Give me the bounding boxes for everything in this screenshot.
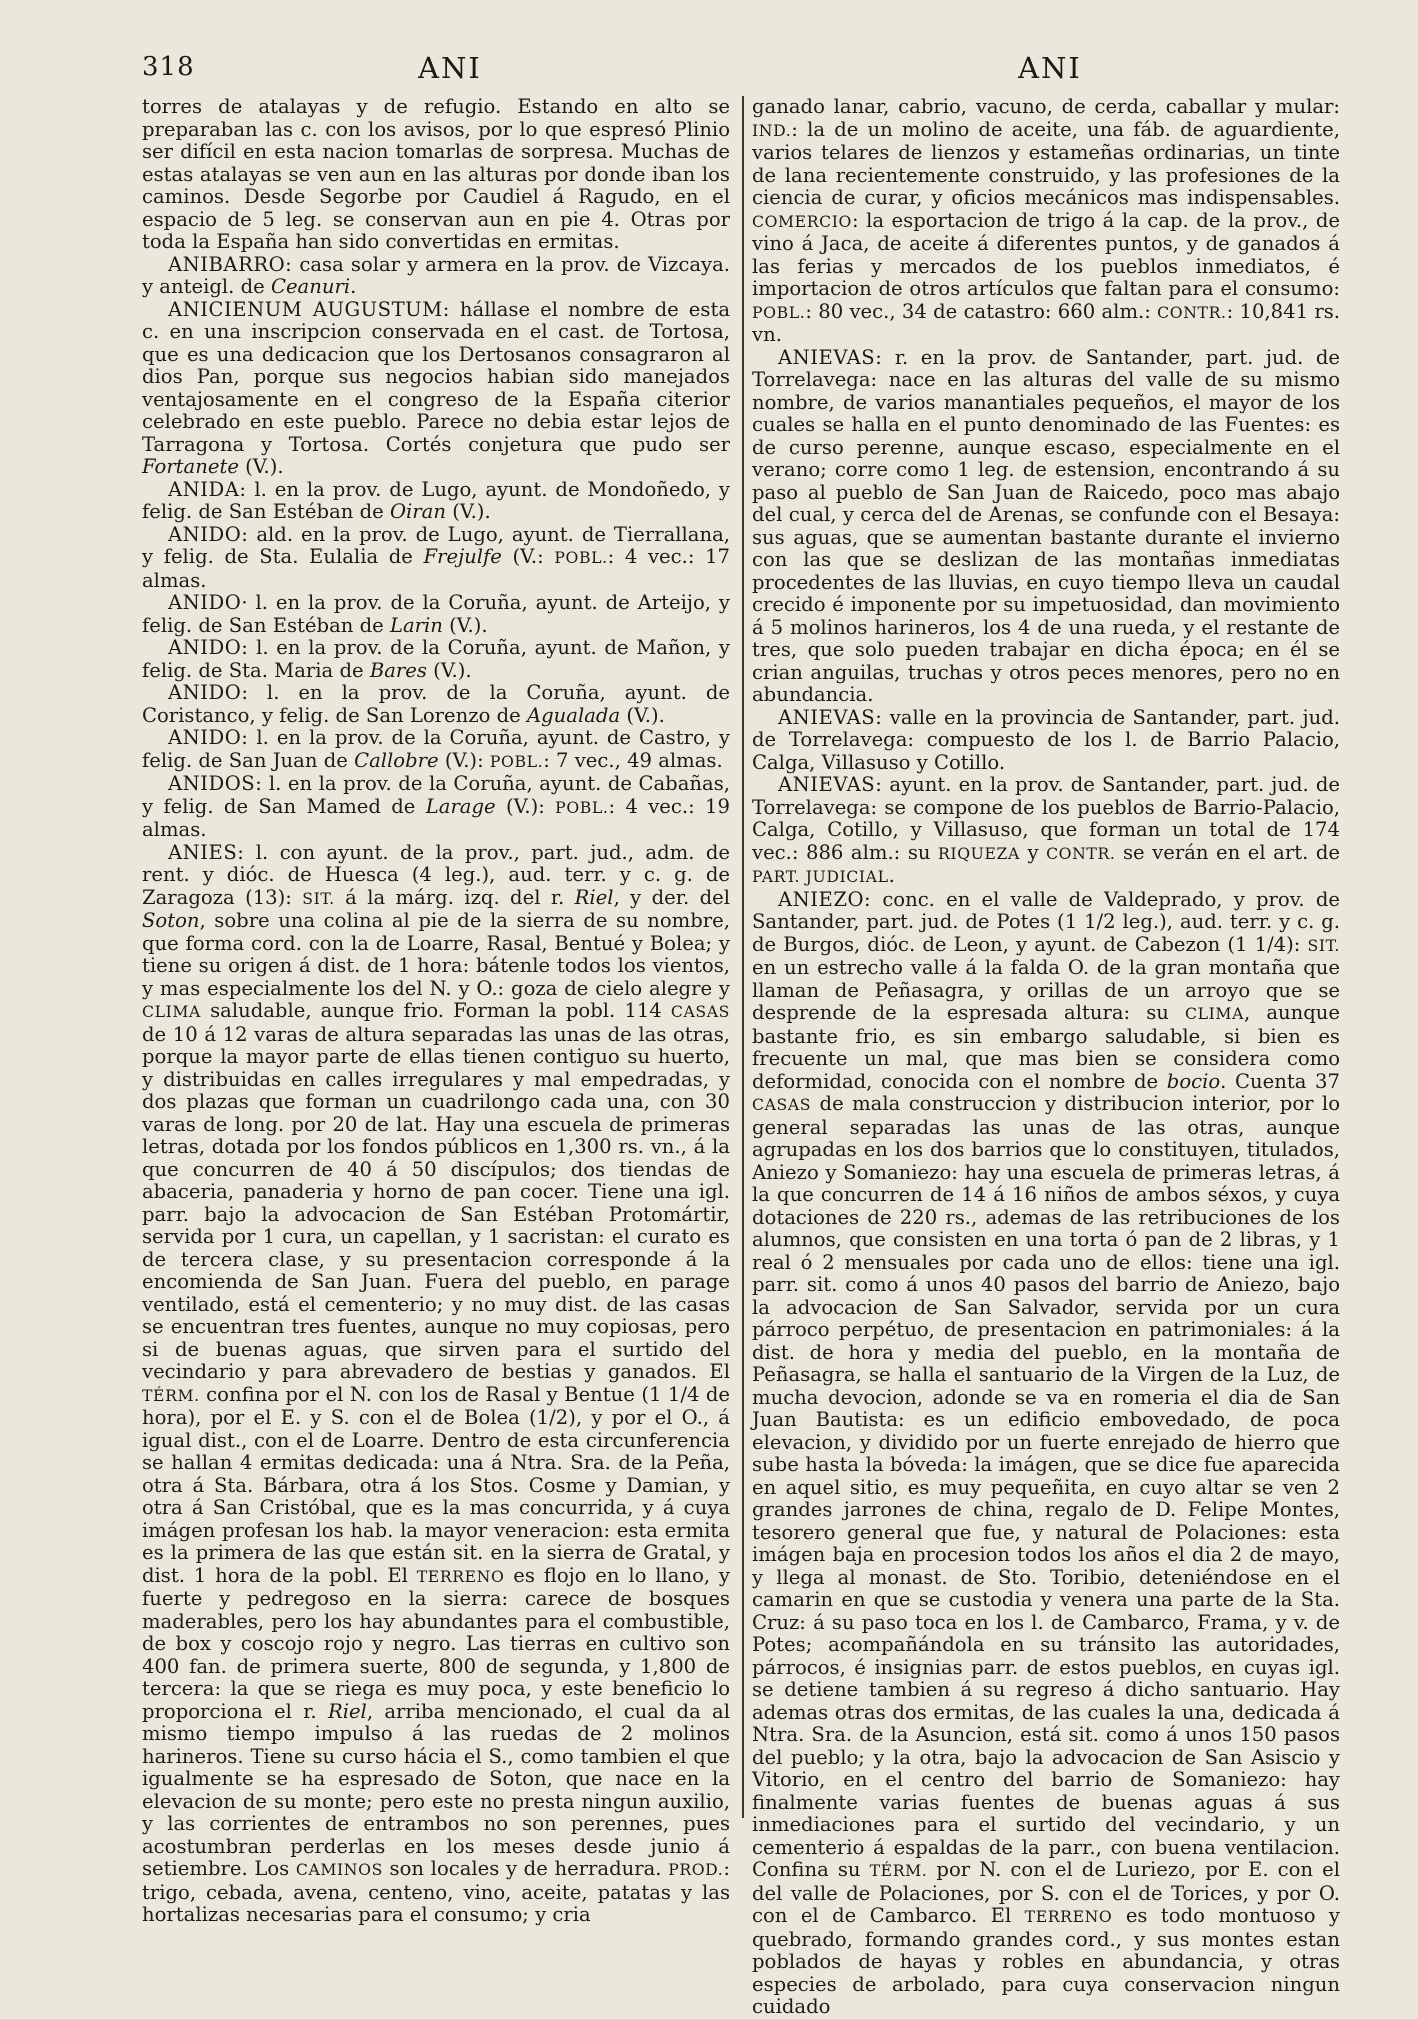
- entry-text: l. en la prov. de Lugo, ayunt. de Mondoñedo, y felig. de San Estéban de: [142, 477, 730, 523]
- abbreviation: CASAS: [670, 1002, 730, 1021]
- abbreviation: POBL.: [554, 548, 608, 567]
- entry-text: l. en la prov. de la Coruña, ayunt. de Mañon, y felig. de Sta. Maria de: [142, 636, 730, 682]
- entry-headword: ANIDO: [168, 591, 242, 614]
- entry-paragraph: [142, 524, 730, 593]
- abbreviation: CLIMA: [1185, 1004, 1244, 1023]
- entry-text: (V.).: [426, 658, 472, 682]
- column-rule: [742, 96, 744, 1818]
- running-head-right: ANI: [1018, 51, 1082, 85]
- entry-paragraph: [142, 637, 730, 682]
- entry-text: por N. con el de Luriezo, por E. con el del valle de Polaciones, por S. con el de Torices, y por O. con el de Cambarco. El: [752, 1858, 1340, 1927]
- column-right: [752, 95, 1341, 2018]
- entry-text: r. en la prov. de Santander, part. jud. de Torrelavega: nace en las alturas del valle de su mismo nombre, de varios manantiales pequeños, el mayor de los cuales se halla en el punto denominado de las Fuentes: es de curso perenne, aunque escaso, especialmente en el verano; corre como 1 leg. de estension, encontrando á su paso al pueblo de San Juan de Raicedo, poco mas abajo del cual, y cerca del de Arenas, se confunde con el Besaya: sus aguas, que se aumentan bastante durante el invierno con las que se deslizan de las montañas inmediatas procedentes de las lluvias, en cuyo tiempo lleva un caudal crecido é imponente por su impetuosidad, dan movimiento á 5 molinos harineros, los 4 de una rueda, y el restante de tres, que solo pueden trabajar en dicha época; en él se crian anguilas, truchas y otros peces menores, pero no en abundancia.: [752, 345, 1340, 706]
- abbreviation: TÉRM.: [142, 1385, 200, 1405]
- entry-paragraph: [752, 889, 1340, 2019]
- cross-reference: Soton: [142, 909, 200, 932]
- entry-paragraph: [142, 842, 730, 1927]
- entry-text: confina por el N. con los de Rasal y Bentue (1 1/4 de hora), por el E. y S. con el de Bolea (1/2), y por el O., á igual dist., con el de Loarre. Dentro de esta circunferencia se hallan 4 ermitas dedicada: una á Ntra. Sra. de la Peña, otra á Sta. Bárbara, otra á los Stos. Cosme y Damian, y otra á San Cristóbal, que es la mas concurrida, y á cuya imágen profesan los hab. la mayor veneracion: esta ermita es la primera de las que están sit. en la sierra de Gratal, y dist. 1 hora de la pobl. El: [142, 1382, 730, 1587]
- cross-reference: bocio: [1166, 1069, 1221, 1093]
- entry-headword: ANICIENUM AUGUSTUM:: [168, 297, 450, 321]
- entry-paragraph: [142, 682, 730, 727]
- entry-headword: ANIES:: [168, 840, 245, 864]
- column-left: [142, 96, 730, 1946]
- entry-paragraph: [142, 479, 730, 524]
- entry-headword: ANIEVAS:: [778, 773, 883, 796]
- entry-text: es flojo en lo llano, y fuerte y pedregoso en la sierra: carece de bosques maderables, pero los hay abundantes para el combustible, de box y coscojo rojo y negro. Las tierras en cultivo son 400 fan. de primera suerte, 800 de segunda, y 1,800 de tercera: la que se riega es muy poca, y este beneficio lo proporciona el r.: [142, 1563, 730, 1723]
- entry-paragraph: [752, 347, 1340, 707]
- cross-reference: Oiran: [389, 500, 446, 523]
- entry-text: : la de un molino de aceite, una fáb. de aguardiente, varios telares de lienzos y estameñas ordinarias, un tinte de lana recientemente construido, y las profesiones de la ciencia de curar, y oficios mecánicos mas indispensables.: [752, 117, 1340, 209]
- entry-text: : 4 vec.: 17 almas.: [142, 545, 731, 592]
- abbreviation: COMERCIO: [752, 211, 852, 231]
- entry-text: á la márg. izq. del r.: [334, 885, 575, 909]
- entry-text: son locales y de herradura.: [382, 1857, 669, 1880]
- entry-text: , aunque bastante frio, es sin embargo saludable, si bien es frecuente un mal, que mas bien se considera como deformidad, conocida con el nombre de: [752, 1001, 1341, 1093]
- abbreviation: CASAS: [752, 1095, 812, 1114]
- abbreviation: PART. JUDICIAL: [752, 867, 889, 886]
- entry-text: ayunt. en la prov. de Santander, part. jud. de Torrelavega: se compone de los pueblos de Barrio-Palacio, Calga, Cotillo, y Villasuso, que forman un total de 174 vec.: 886 alm.: su: [752, 773, 1340, 864]
- entry-text: en un estrecho valle á la falda O. de la gran montaña que llaman de Peñasagra, y orillas de un arroyo que se desprende de la espresada altura: su: [752, 956, 1340, 1024]
- abbreviation: CAMINOS: [295, 1860, 383, 1879]
- entry-text: (V.).: [445, 500, 491, 523]
- entry-text: hállase el nombre de esta c. en una inscripcion conservada en el cast. de Tortosa, que es una dedicacion que los Dertosanos consagraron al dios Pan, porque sus negocios habian sido manejados ventajosamente en el congreso de la España citerior celebrado en este pueblo. Parece no debia estar lejos de Tarragona y Tortosa. Cortés conjetura que pudo ser: [142, 297, 730, 456]
- entry-text: l. con ayunt. de la prov., part. jud., adm. de rent. y dióc. de Huesca (4 leg.), aud. terr. y c. g. de Zaragoza (13):: [142, 840, 730, 909]
- entry-text: l. en la prov. de la Coruña, ayunt. de Cabañas, y felig. de San Mamed de: [142, 772, 730, 818]
- entry-text: : 80 vec., 34 de catastro: 660 alm.:: [805, 299, 1158, 323]
- entry-paragraph: [752, 96, 1340, 347]
- abbreviation: CONTR.: [1046, 843, 1116, 863]
- entry-text: de mala construccion y distribucion interior, por lo general separadas las unas de las otras, aunque agrupadas en los dos barrios que lo constituyen, titulados, Aniezo y Somaniezo: hay una escuela de primeras letras, á la que concurren de 14 á 16 niños de ambos séxos, y cuya dotaciones de 220 rs., ademas de las retribuciones de los alumnos, que consisten en una torta ó pan de 2 libras, y 1 real ó 2 mensuales por cada uno de ellos: tiene una igl. parr. sit. como á unos 40 pasos del barrio de Aniezo, bajo la advocacion de San Salvador, servida por un cura párroco perpétuo, de presentacion en patrimoniales: á la dist. de hora y media del pueblo, en la montaña de Peñasagra, se halla el santuario de la Virgen de la Luz, de mucha devocion, adonde se va en romeria el dia de San Juan Bautista: es un edificio embovedado, de poca elevacion, y dividido por un fuerte enrejado de hierro que sube hasta la bóveda: la imágen, que se dice fue aparecida en aquel sitio, es muy pequeñita, en cuyo altar se ven 2 grandes jarrones de china, regalo de D. Felipe Montes, tesorero general que fue, y natural de Polaciones: esta imágen baja en procesion todos los años el dia 2 de mayo, y llega al monast. de Sto. Toribio, deteniéndose en el camarin en que se custodia y venera una parte de la Sta. Cruz: á su paso toca en los l. de Cambarco, Frama, y v. de Potes; acompañándola en su tránsito las autoridades, párrocos, é insignias parr. de estos pueblos, en cuyas igl. se detiene tambien á su regreso á dicho santuario. Hay ademas otras dos ermitas, de las cuales la una, dedicada á Ntra. Sra. de la Asuncion, está sit. como á unos 150 pasos del pueblo; y la otra, bajo la advocacion de San Asiscio y Vitorio, en el centro del barrio de Somaniezo: hay finalmente varias fuentes de buenas aguas á sus inmediaciones para el surtido del vecindario, y un cementerio á espaldas de la parr., con buena ventilacion. Confina su: [752, 1092, 1340, 1881]
- abbreviation: TÉRM.: [869, 1861, 928, 1880]
- page-number: 318: [142, 52, 195, 82]
- abbreviation: SIT.: [1307, 935, 1340, 955]
- entry-paragraph: [142, 727, 730, 773]
- entry-headword: ANIEVAS:: [778, 345, 883, 369]
- cross-reference: Agualada: [526, 703, 621, 727]
- abbreviation: CLIMA: [142, 1002, 201, 1021]
- abbreviation: CONTR.: [1157, 302, 1227, 322]
- entry-text: ald. en la prov. de Lugo, ayunt. de Tierrallana, y felig. de Sta. Eulalia de: [142, 522, 730, 568]
- cross-reference: Callobre: [354, 748, 439, 772]
- entry-text: casa solar y armera en la prov. de Vizcaya. y anteigl. de: [142, 252, 730, 298]
- cross-reference: Riel: [327, 1699, 367, 1723]
- entry-paragraph: [142, 299, 730, 479]
- entry-text: conc. en el valle de Valdeprado, y prov. de Santander, part. jud. de Potes (1 1/2 leg.), aud. terr. y c. g. de Burgos, dióc. de Leon, y ayunt. de Cabezon (1 1/4):: [752, 887, 1340, 956]
- cross-reference: Fortanete: [142, 455, 239, 478]
- abbreviation: TERRENO: [1024, 1907, 1113, 1926]
- entry-headword: ANIDO:: [168, 726, 249, 749]
- entry-paragraph: [142, 96, 730, 254]
- entry-headword: ANIDO:: [168, 522, 249, 546]
- running-head-left: ANI: [418, 51, 482, 85]
- entry-text: se verán en el art. de: [1115, 840, 1341, 864]
- entry-paragraph: [142, 592, 730, 637]
- cross-reference: Bares: [369, 658, 427, 682]
- entry-text: , y der. del: [613, 885, 730, 909]
- entry-text: .: [350, 275, 357, 298]
- cross-reference: Riel: [574, 885, 614, 909]
- abbreviation: POBL.: [489, 751, 544, 771]
- entry-text: , arriba mencionado, el cual da al mismo tiempo impulso á las ruedas de 2 molinos harineros. Tiene su curso hácia el S., como tambien el que igualmente se ha espresado de Soton, que nace en la elevacion de su monte; pero este no presta ningun auxilio, y las corrientes de entrambos no son perennes, pues acostumbran perderlas en los meses desde junio á setiembre. Los: [142, 1699, 730, 1880]
- entry-text: : la esportacion de trigo á la cap. de la prov., de vino á Jaca, de aceite á diferentes puntos, y de ganados á las ferias y mercados de los pueblos inmediatos, é importacion de otros artículos que faltan para el consumo:: [752, 208, 1340, 300]
- entry-text: (V.):: [438, 748, 490, 772]
- cross-reference: Larin: [389, 613, 443, 637]
- abbreviation: POBL.: [555, 797, 609, 817]
- entry-headword: ANIDA:: [168, 477, 247, 501]
- entry-text: l. en la prov. de la Coruña, ayunt. de Castro, y felig. de San Juan de: [142, 726, 730, 772]
- entry-text: (V.).: [620, 703, 665, 727]
- entry-paragraph: [142, 254, 730, 299]
- abbreviation: TERRENO: [416, 1566, 505, 1586]
- abbreviation: POBL.: [752, 302, 806, 322]
- entry-paragraph: [752, 707, 1340, 775]
- entry-headword: ANIBARRO:: [168, 252, 293, 276]
- entry-text: es todo montuoso y quebrado, formando grandes cord., y sus montes estan poblados de hayas y robles en abundancia, y otras especies de arbolado, para cuya conservacion ningun cuidado: [752, 1904, 1341, 2018]
- entry-text: ganado lanar, cabrio, vacuno, de cerda, caballar y mular:: [752, 95, 1340, 118]
- entry-text: : trigo, cebada, avena, centeno, vino, aceite, patatas y las hortalizas necesarias para el consumo; y cria: [142, 1857, 730, 1926]
- entry-text: saludable, aunque frio. Forman la pobl. 114: [200, 999, 671, 1022]
- entry-text: valle en la provincia de Santander, part. jud. de Torrelavega: compuesto de los l. de Barrio Palacio, Calga, Villasuso y Cotillo.: [752, 705, 1340, 774]
- entry-text: : 4 vec.: 19 almas.: [142, 794, 730, 841]
- abbreviation: PROD.: [668, 1860, 724, 1879]
- entry-headword: ANIDO:: [168, 636, 249, 659]
- abbreviation: RIQUEZA: [938, 843, 1020, 863]
- entry-headword: ANIDOS:: [168, 772, 263, 795]
- entry-paragraph: [142, 773, 730, 842]
- entry-text: : 10,841 rs. vn.: [752, 299, 1340, 346]
- entry-text: . Cuenta 37: [1220, 1069, 1340, 1093]
- entry-headword: ANIEVAS:: [778, 705, 883, 729]
- entry-text: , sobre una colina al pie de la sierra de su nombre, que forma cord. con la de Loarre, Rasal, Bentué y Bolea; y tiene su origen á dist. de 1 hora: bátenle todos los vientos, y mas especialmente los del N. y O.: goza de cielo alegre y: [142, 909, 730, 1000]
- entry-text: (V.).: [442, 613, 488, 637]
- entry-text: de 10 á 12 varas de altura separadas las unas de las otras, porque la mayor parte de ellas tienen contiguo su huerto, y distribuidas en calles irregulares y mal empedradas, y dos plazas que forman un cuadrilongo cada una, con 30 varas de long. por 20 de lat. Hay una escuela de primeras letras, dotada por los fondos públicos en 1,300 rs. vn., á la que concurren de 40 á 50 discípulos; dos tiendas de abaceria, panaderia y horno de pan cocer. Tiene una igl. parr. bajo la advocacion de San Estéban Protomártir, servida por 1 cura, un capellan, y 1 sacristan: el curato es de tercera clase, y su presentacion corresponde á la encomienda de San Juan. Fuera del pueblo, en parage ventilado, está el cementerio; y no muy dist. de las casas se encuentran tres fuentes, aunque no muy copiosas, pero si de buenas aguas, que sirven para el surtido del vecindario y para abrevadero de bestias y ganados. El: [142, 1022, 730, 1383]
- cross-reference: Larage: [425, 794, 496, 818]
- entry-text: .: [888, 864, 895, 887]
- entry-text: y: [1019, 840, 1047, 864]
- entry-text: torres de atalayas y de refugio. Estando en alto se preparaban las c. con los avisos, por lo que espresó Plinio ser difícil en esta nacion tomarlas de sorpresa. Muchas de estas atalayas se ven aun en las alturas por donde iban los caminos. Desde Segorbe por Caudiel á Ragudo, en el espacio de 5 leg. se conservan aun en pie 4. Otras por toda la España han sido convertidas en ermitas.: [142, 95, 730, 253]
- entry-text: : l. en la prov. de la Coruña, ayunt. de Coristanco, y felig. de San Lorenzo de: [142, 681, 730, 727]
- entry-paragraph: [752, 774, 1340, 889]
- entry-text: (V.):: [495, 794, 556, 818]
- cross-reference: Frejulfe: [423, 545, 502, 568]
- abbreviation: IND.: [752, 120, 792, 140]
- entry-text: (V.:: [501, 545, 555, 568]
- entry-text: : 7 vec., 49 almas.: [543, 748, 723, 772]
- entry-text: (V.).: [238, 455, 284, 478]
- entry-text: · l. en la prov. de la Coruña, ayunt. de Arteijo, y felig. de San Estéban de: [142, 591, 730, 637]
- abbreviation: SIT.: [302, 888, 335, 908]
- entry-headword: ANIEZO:: [778, 887, 872, 911]
- entry-headword: ANIDO: [168, 681, 242, 704]
- cross-reference: Ceanuri: [270, 275, 351, 298]
